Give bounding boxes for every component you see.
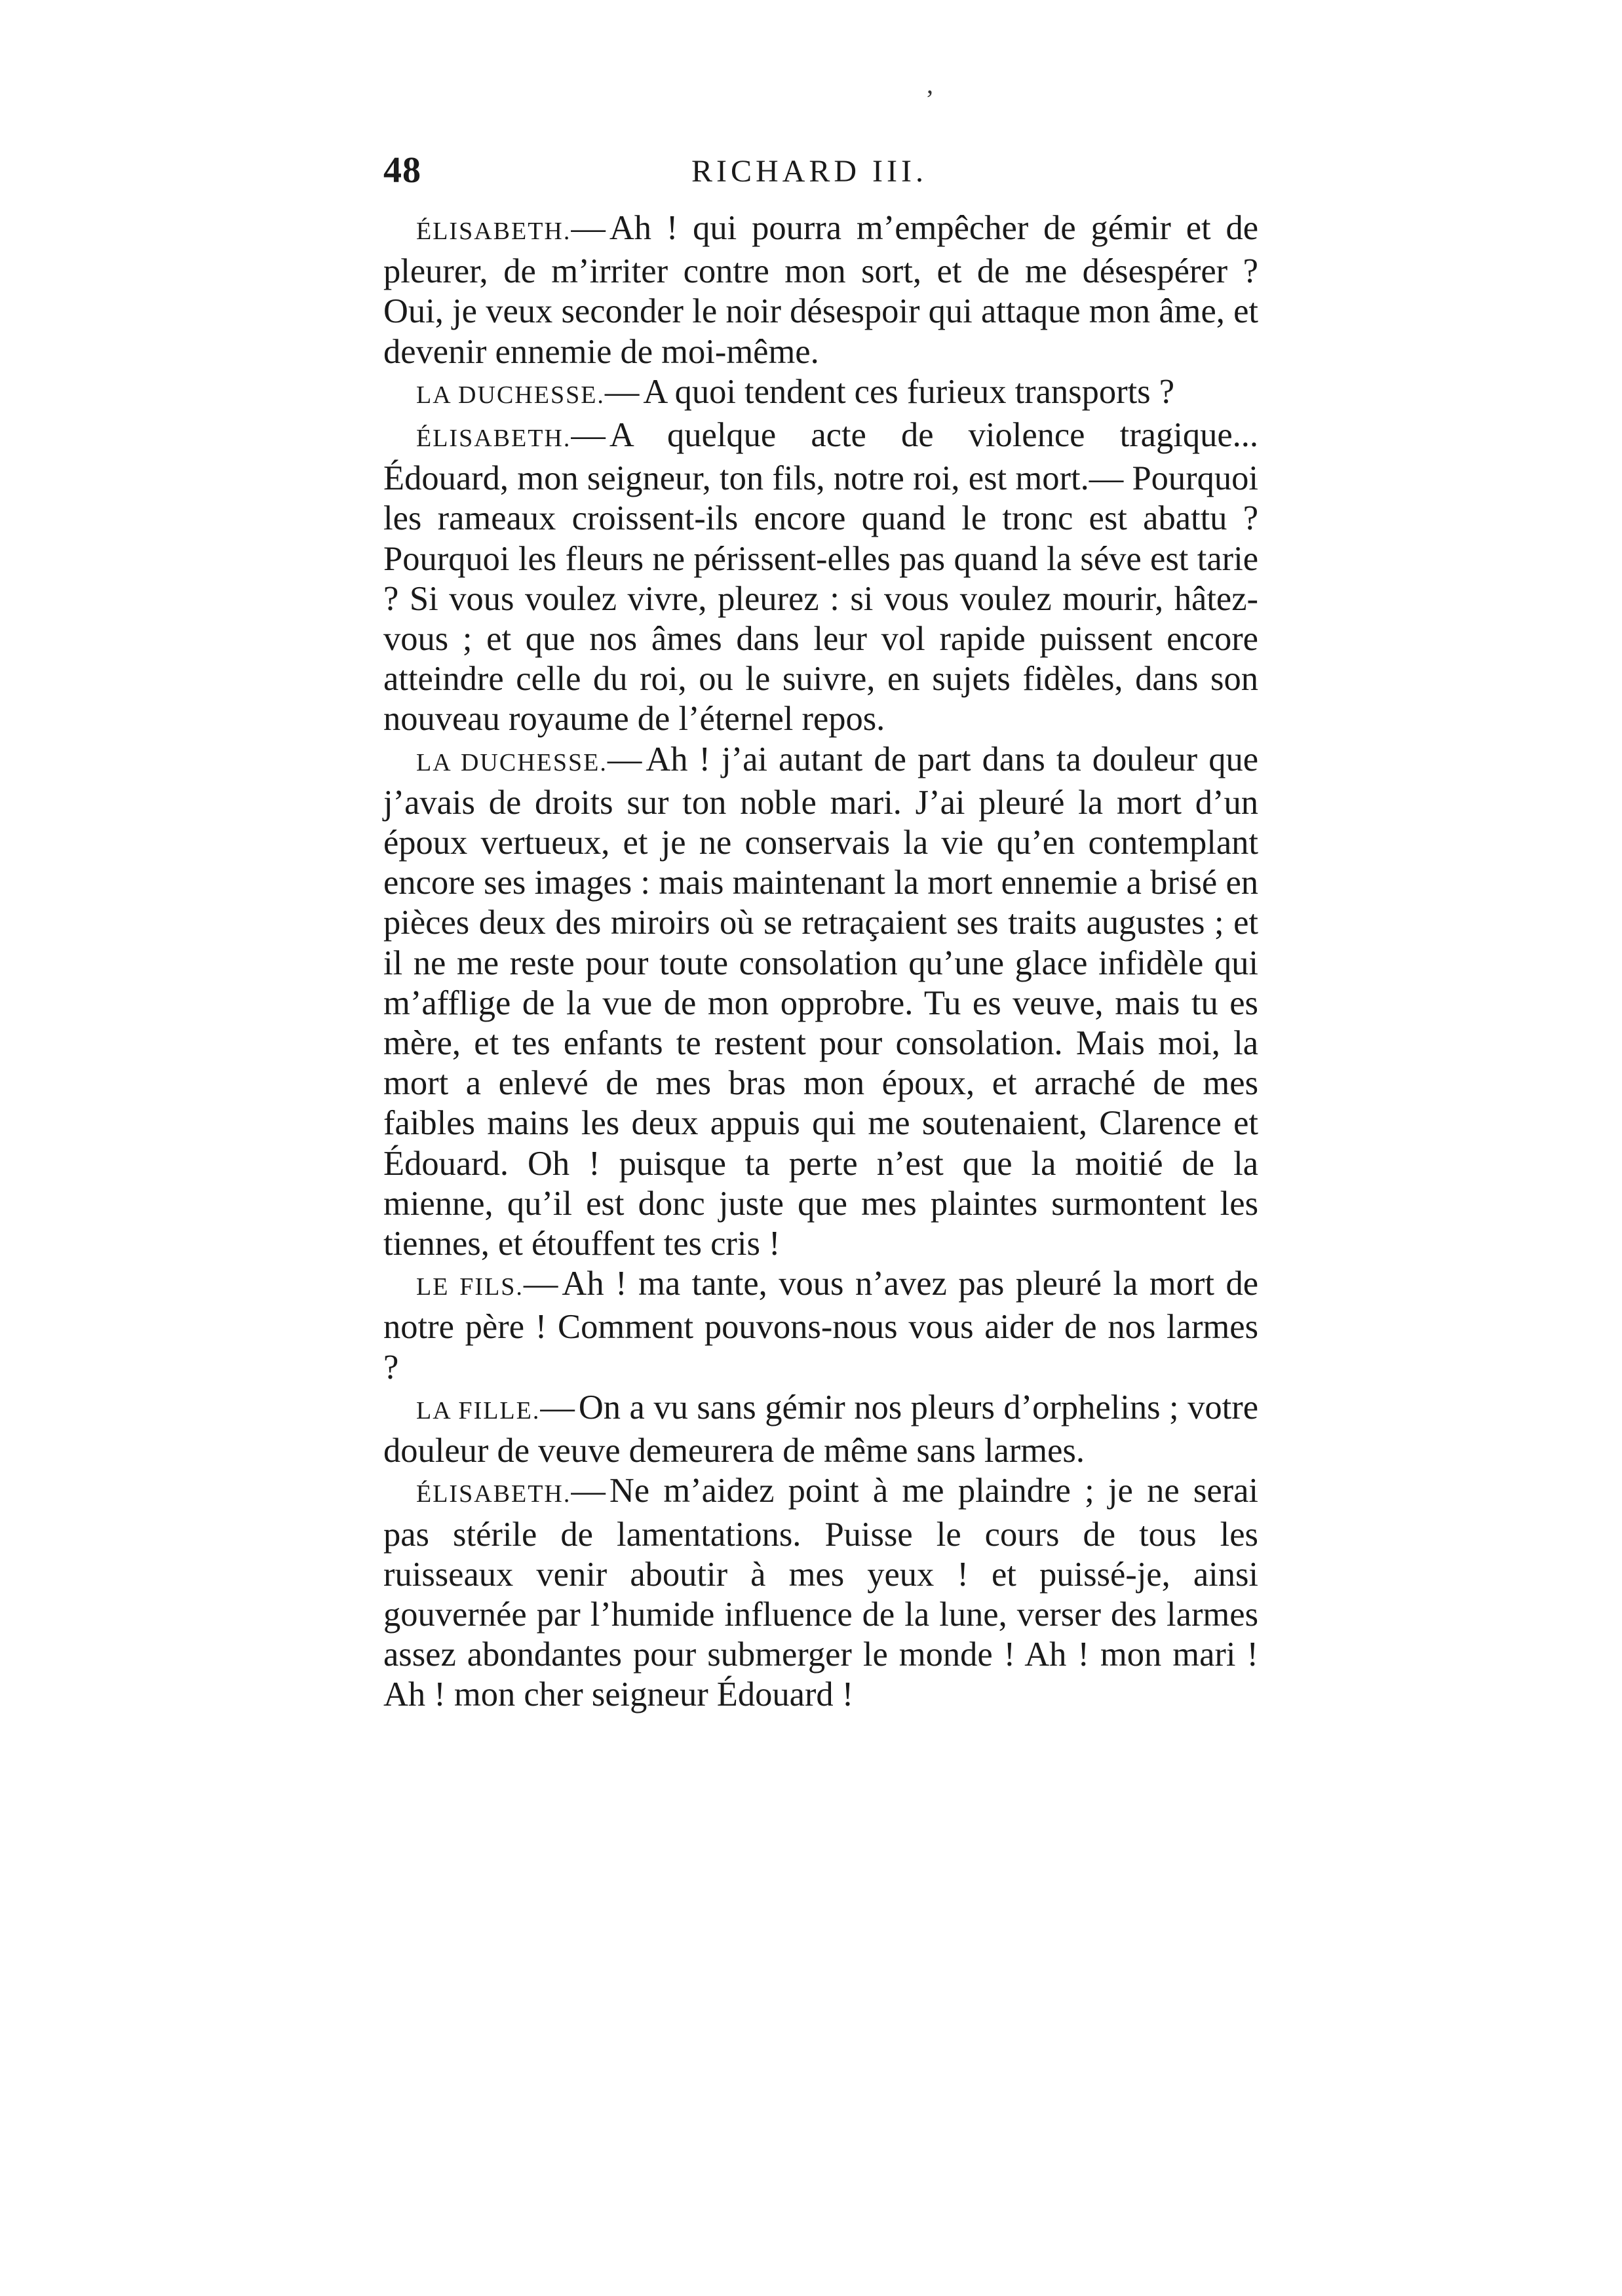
running-title: RICHARD III. (691, 154, 927, 189)
speaker-name: ÉLISABETH. (416, 425, 571, 453)
speech-fille: LA FILLE.— On a vu sans gémir nos pleurs d’orphelins ; votre douleur de veuve demeurera de même sans larmes. (383, 1388, 1258, 1470)
speaker-name: LE FILS. (416, 1273, 524, 1301)
speech-text: Ah ! j’ai autant de part dans ta douleur que j’avais de droits sur ton noble mari. J’ai pleuré la mort d’un époux vertueux, et je ne conservais la vie qu’en contemplant encore ses images : mais maintenant la mort ennemie a brisé en pièces deux des miroirs où se retraçaient ses traits augustes ; et il ne me reste pour toute consolation qu’une glace infidèle qui m’afflige de la vue de mon opprobre. Tu es veuve, mais tu es mère, et tes enfants te restent pour consolation. Mais moi, la mort a enlevé de mes bras mon époux, et arraché de mes faibles mains les deux appuis qui me soutenaient, Clarence et Édouard. Oh ! puisque ta perte n’est que la moitié de la mienne, qu’il est donc juste que mes plaintes surmontent les tiennes, et étouffent tes cris ! (383, 740, 1259, 1263)
speech-text: Ah ! qui pourra m’empêcher de gémir et de pleurer, de m’irriter contre mon sort, et de me désespérer ? Oui, je veux seconder le noir désespoir qui attaque mon âme, et devenir ennemie de moi-même. (383, 209, 1258, 371)
dialogue-text (383, 208, 1258, 1715)
page-number: 48 (383, 150, 421, 191)
speech-text: A quoi tendent ces furieux transports ? (643, 372, 1175, 411)
speaker-name: LA FILLE. (416, 1396, 541, 1425)
speech-text: Ah ! ma tante, vous n’avez pas pleuré la mort de notre père ! Comment pouvons-nous vous aider de nos larmes ? (383, 1265, 1258, 1387)
speaker-name: ÉLISABETH. (416, 218, 571, 245)
speech-text: On a vu sans gémir nos pleurs d’orphelins ; votre douleur de veuve demeurera de même sans larmes. (383, 1388, 1258, 1470)
speech-elisabeth-1: ÉLISABETH.— Ah ! qui pourra m’empêcher de gémir et de pleurer, de m’irriter contre mon sort, et de me désespérer ? Oui, je veux seconder le noir désespoir qui attaque mon âme, et devenir ennemie de moi-même. (383, 209, 1258, 371)
speaker-name: ÉLISABETH. (416, 1480, 571, 1508)
speaker-name: LA DUCHESSE. (416, 381, 605, 409)
speech-text: A quelque acte de violence tragique... Édouard, mon seigneur, ton fils, notre roi, est mort.— Pourquoi les rameaux croissent-ils encore quand le tronc est abattu ? Pourquoi les fleurs ne périssent-elles pas quand la séve est tarie ? Si vous voulez vivre, pleurez : si vous voulez mourir, hâtez-vous ; et que nos âmes dans leur vol rapide puissent encore atteindre celle du roi, ou le suivre, en sujets fidèles, dans son nouveau royaume de l’éternel repos. (383, 416, 1258, 738)
speech-elisabeth-2: ÉLISABETH.— A quelque acte de violence tragique... Édouard, mon seigneur, ton fils, notre roi, est mort.— Pourquoi les rameaux croissent-ils encore quand le tronc est abattu ? Pourquoi les fleurs ne périssent-elles pas quand la séve est tarie ? Si vous voulez vivre, pleurez : si vous voulez mourir, hâtez-vous ; et que nos âmes dans leur vol rapide puissent encore atteindre celle du roi, ou le suivre, en sujets fidèles, dans son nouveau royaume de l’éternel repos. (383, 416, 1258, 738)
stray-ink-mark: ʼ (925, 85, 935, 114)
speech-duchesse-1: LA DUCHESSE.— A quoi tendent ces furieux transports ? (416, 372, 1175, 411)
speech-text: Ne m’aidez point à me plaindre ; je ne serai pas stérile de lamentations. Puisse le cours de tous les ruisseaux venir aboutir à mes yeux ! et puissé-je, ainsi gouvernée par l’humide influence de la lune, verser des larmes assez abondantes pour submerger le monde ! Ah ! mon mari ! Ah ! mon cher seigneur Édouard ! (383, 1472, 1258, 1714)
speech-duchesse-2: LA DUCHESSE.— Ah ! j’ai autant de part dans ta douleur que j’avais de droits sur ton noble mari. J’ai pleuré la mort d’un époux vertueux, et je ne conservais la vie qu’en contemplant encore ses images : mais maintenant la mort ennemie a brisé en pièces deux des miroirs où se retraçaient ses traits augustes ; et il ne me reste pour toute consolation qu’une glace infidèle qui m’afflige de la vue de mon opprobre. Tu es veuve, mais tu es mère, et tes enfants te restent pour consolation. Mais moi, la mort a enlevé de mes bras mon époux, et arraché de mes faibles mains les deux appuis qui me soutenaient, Clarence et Édouard. Oh ! puisque ta perte n’est que la moitié de la mienne, qu’il est donc juste que mes plaintes surmontent les tiennes, et étouffent tes cris ! (383, 740, 1259, 1263)
running-head (383, 149, 1258, 202)
speaker-name: LA DUCHESSE. (416, 748, 608, 776)
speech-elisabeth-3: ÉLISABETH.— Ne m’aidez point à me plaindre ; je ne serai pas stérile de lamentations. Puisse le cours de tous les ruisseaux venir aboutir à mes yeux ! et puissé-je, ainsi gouvernée par l’humide influence de la lune, verser des larmes assez abondantes pour submerger le monde ! Ah ! mon mari ! Ah ! mon cher seigneur Édouard ! (383, 1472, 1258, 1714)
speech-fils: LE FILS.— Ah ! ma tante, vous n’avez pas pleuré la mort de notre père ! Comment pouvons-nous vous aider de nos larmes ? (383, 1265, 1258, 1387)
